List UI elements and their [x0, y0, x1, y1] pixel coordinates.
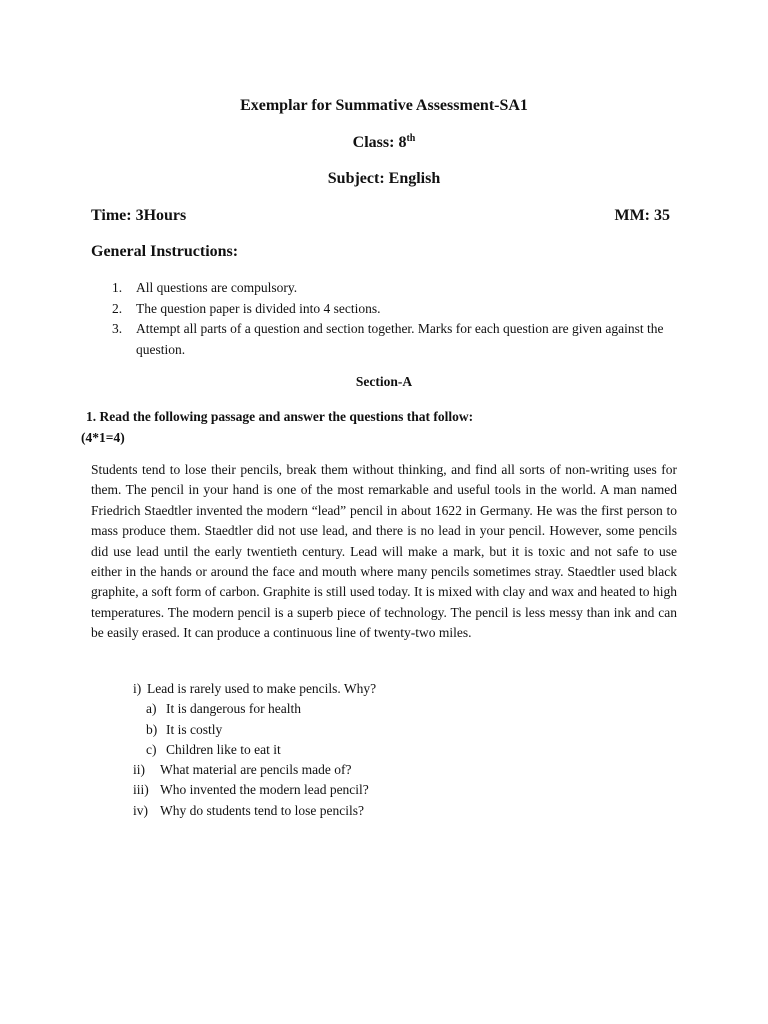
instruction-text: Attempt all parts of a question and section together. Marks for each question are given against the question. [136, 321, 664, 357]
page-title: Exemplar for Summative Assessment-SA1 [240, 97, 528, 114]
subject-line: Subject: English [327, 170, 441, 187]
instructions-list [112, 278, 672, 360]
question-1-prompt: 1. Read the following passage and answer the questions that follow: [86, 409, 474, 424]
instruction-number: 1. [112, 280, 123, 295]
question-1-marks: (4*1=4) [81, 430, 125, 445]
class-label: Class: 8 [352, 134, 407, 151]
instruction-item [112, 278, 672, 299]
sub-questions-list [133, 679, 633, 821]
option-b [133, 720, 633, 740]
sub-question-text: Why do students tend to lose pencils? [160, 802, 364, 818]
sub-question-number: i) [133, 681, 142, 696]
reading-passage: Students tend to lose their pencils, break them without thinking, and find all sorts of non-writing uses for them. The pencil in your hand is one of the most remarkable and useful tools in the world. A man named Friedrich Staedtler invented the modern “lead” pencil in about 1622 in Germany. He was the first person to mass produce them. Staedtler did not use lead, and there is no lead in your pencil. However, some pencils did use lead until the early twentieth century. Lead will make a mark, but it is toxic and not safe to use either in the hands or around the face and mouth where many pencils sometimes stray. Staedtler used black graphite, a soft form of carbon. Graphite is still used today. It is mixed with clay and wax and heated to high temperatures. The modern pencil is a superb piece of technology. The pencil is less messy than ink and can be easily erased. It can produce a continuous line of twenty-two miles. [91, 462, 677, 641]
instruction-text: All questions are compulsory. [136, 280, 298, 295]
sub-question-i [133, 679, 633, 699]
sub-question-ii [133, 760, 633, 780]
option-text: It is costly [166, 721, 223, 737]
sub-question-number: iii) [133, 782, 149, 798]
general-instructions-heading: General Instructions: [91, 243, 239, 260]
instruction-number: 3. [112, 321, 123, 336]
time-allowed: Time: 3Hours [91, 207, 187, 224]
option-text: It is dangerous for health [166, 701, 301, 717]
instruction-item [112, 299, 672, 320]
maximum-marks: MM: 35 [614, 207, 670, 224]
instruction-item [112, 319, 672, 360]
instruction-number: 2. [112, 300, 123, 316]
sub-question-text: Who invented the modern lead pencil? [160, 782, 369, 798]
section-a-heading: Section-A [355, 374, 413, 389]
sub-question-text: Lead is rarely used to make pencils. Why? [147, 681, 377, 696]
option-label: a) [146, 701, 157, 717]
option-label: b) [146, 721, 158, 737]
sub-question-number: ii) [133, 762, 145, 778]
sub-question-text: What material are pencils made of? [160, 762, 352, 778]
sub-question-iv [133, 801, 633, 821]
sub-question-number: iv) [133, 802, 148, 818]
option-c [133, 740, 633, 760]
option-a [133, 699, 633, 719]
class-line [0, 133, 768, 153]
option-text: Children like to eat it [166, 741, 281, 757]
instruction-text: The question paper is divided into 4 sections. [136, 300, 381, 316]
sub-question-iii [133, 780, 633, 800]
option-label: c) [146, 741, 157, 757]
class-superscript: th [406, 133, 416, 144]
